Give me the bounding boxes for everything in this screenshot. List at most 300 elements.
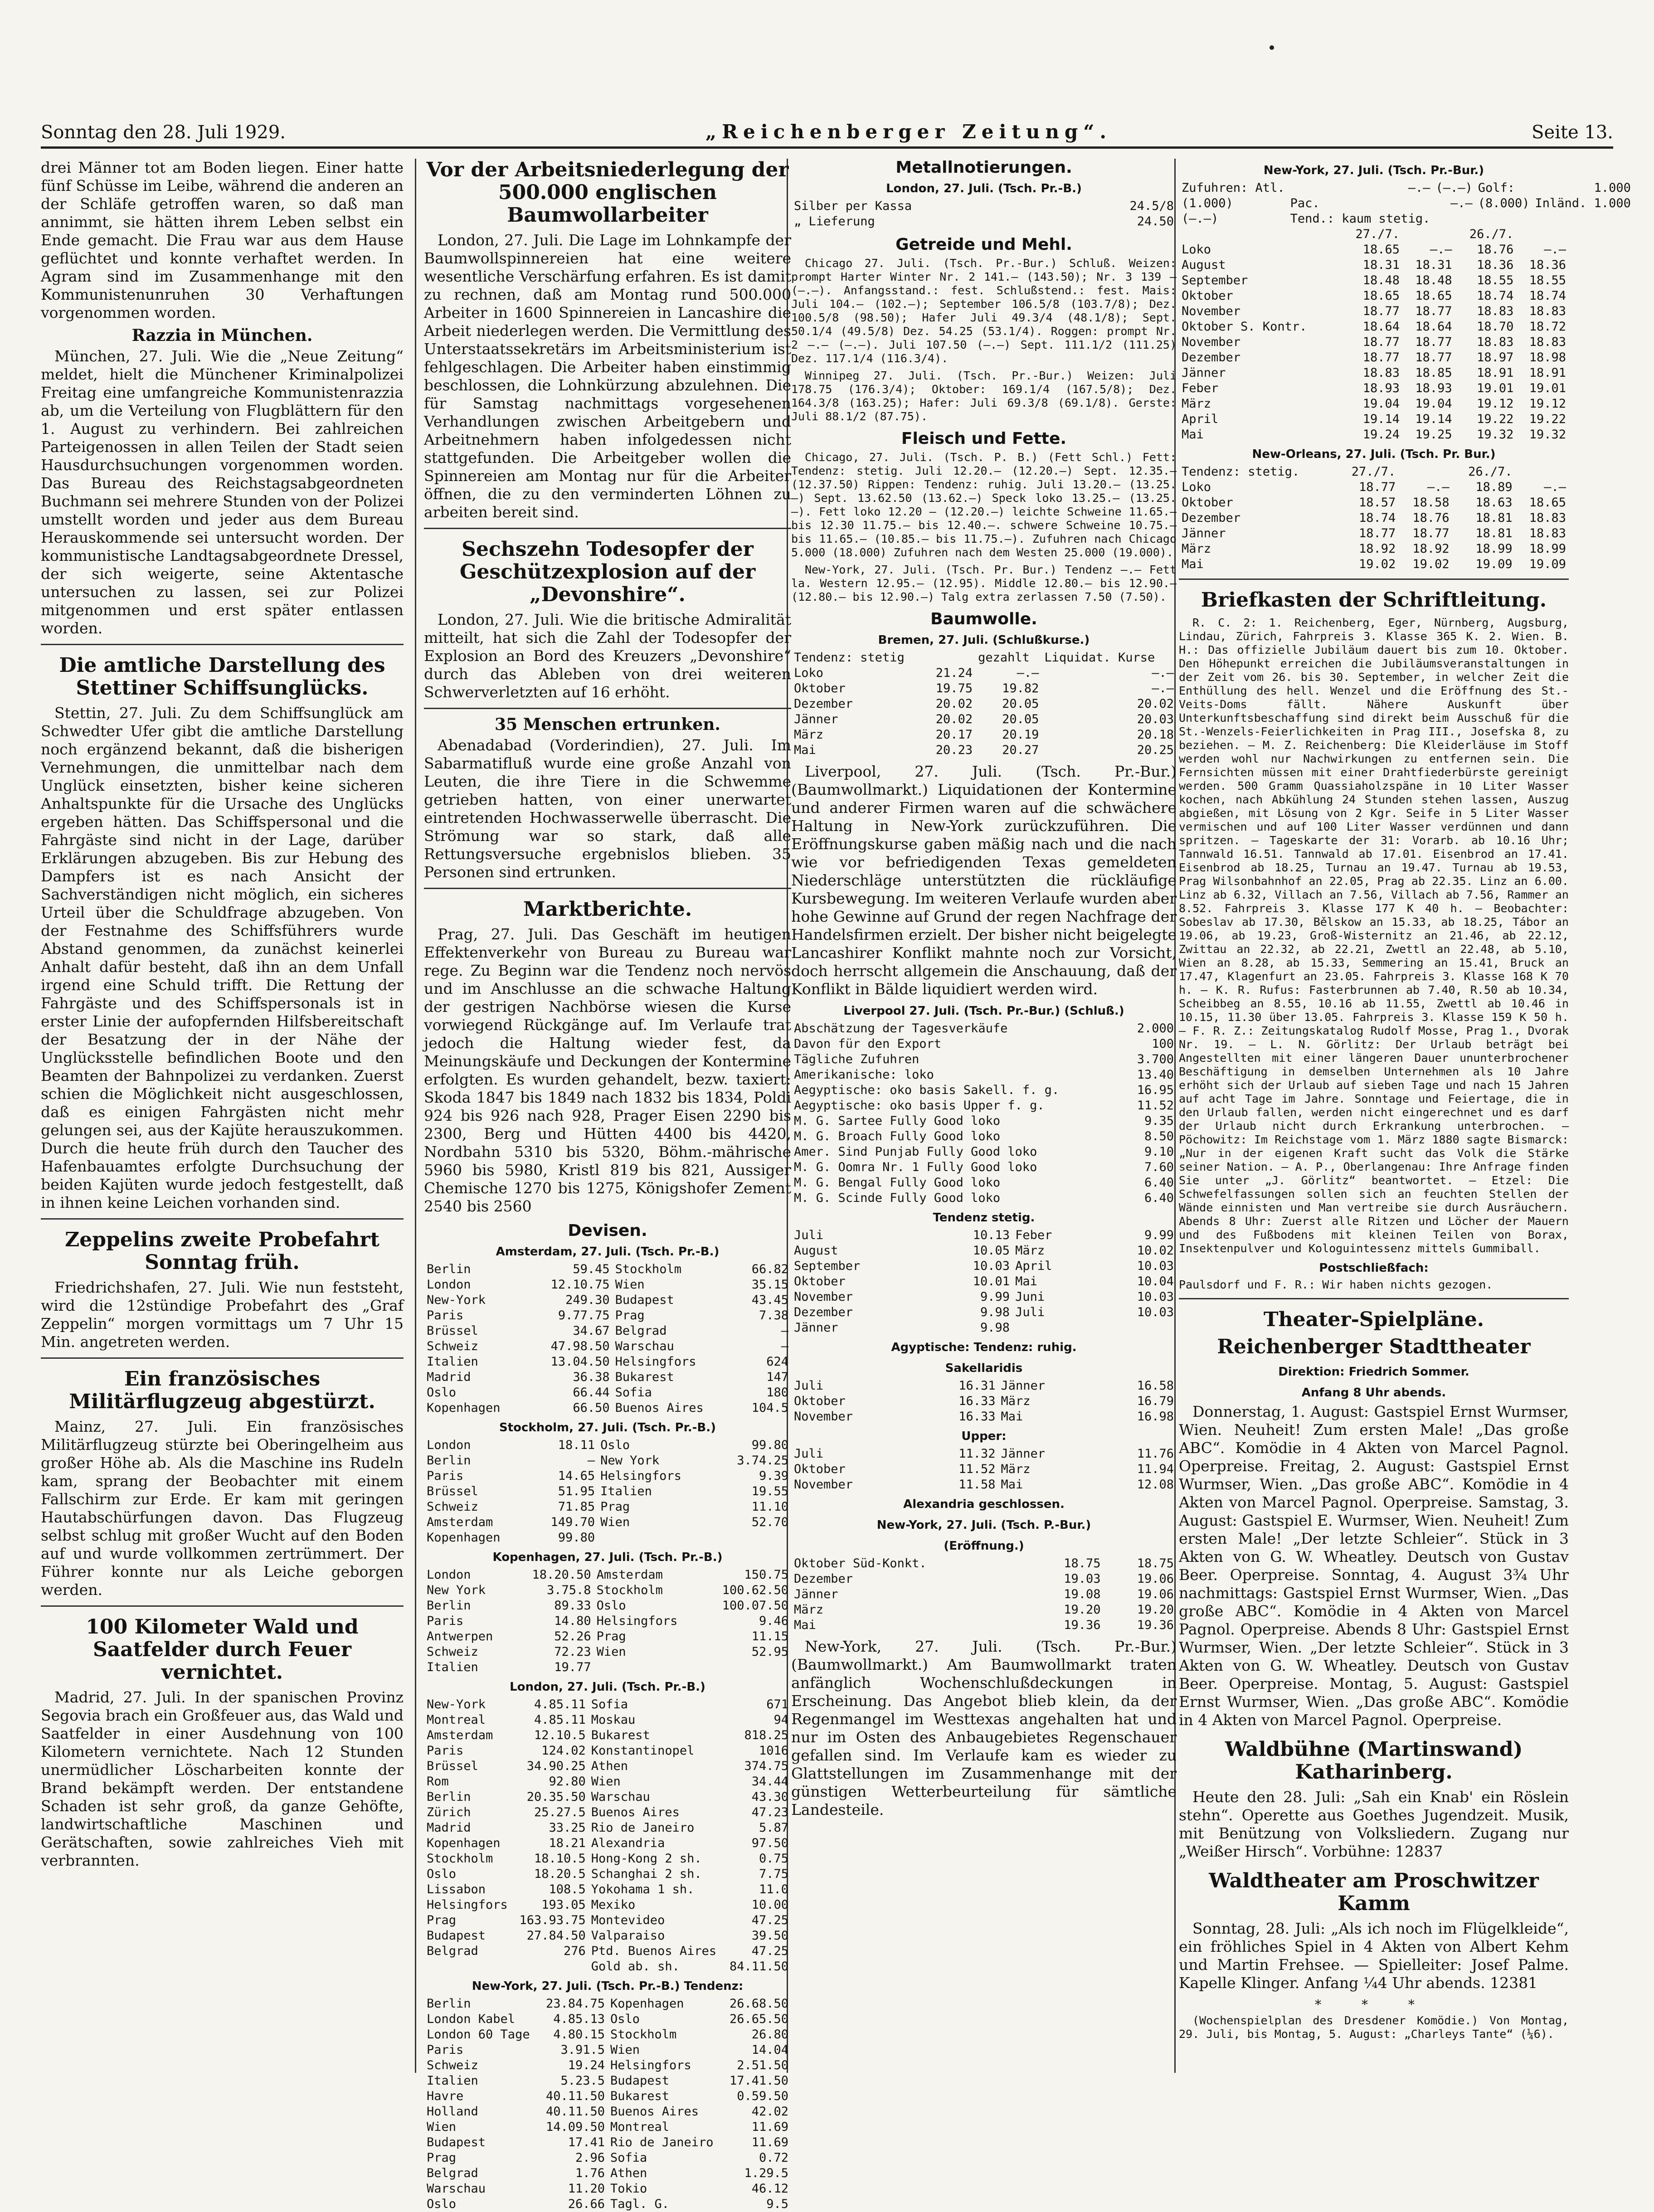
table-cell: Bukarest bbox=[615, 1370, 674, 1384]
table-row bbox=[424, 1339, 791, 1354]
table-cell: Kopenhagen bbox=[427, 1836, 501, 1850]
table-cell: 100 bbox=[1152, 1037, 1174, 1051]
table-cell: Madrid bbox=[427, 1821, 471, 1835]
table-cell: 9.99 bbox=[1144, 1228, 1174, 1242]
table-cell: 24.50 bbox=[1137, 214, 1174, 228]
table-cell: 6.40 bbox=[1144, 1176, 1174, 1190]
table-cell: 59.45 bbox=[573, 1262, 610, 1276]
table-cell: Jänner bbox=[794, 712, 838, 726]
table-cell: 18.65 bbox=[1362, 243, 1400, 257]
table-cell: 20.35.50 bbox=[526, 1790, 586, 1804]
table-cell: 2.000 bbox=[1137, 1021, 1174, 1036]
table-row bbox=[424, 1323, 791, 1339]
table-cell: 11.58 bbox=[958, 1478, 996, 1492]
table-cell: März bbox=[794, 1603, 824, 1617]
table-cell: 20.05 bbox=[1002, 697, 1039, 711]
table-cell: 9.99 bbox=[980, 1290, 1010, 1304]
table-cell: 47.23 bbox=[751, 1805, 788, 1819]
table-cell: Valparaiso bbox=[591, 1929, 665, 1943]
table-cell: 40.11.50 bbox=[545, 2105, 605, 2119]
table-cell: Moskau bbox=[591, 1713, 636, 1727]
table-cell: Feber bbox=[1015, 1228, 1052, 1242]
table-cell: 10.03 bbox=[1137, 1305, 1174, 1319]
table-cell bbox=[1402, 227, 1455, 242]
table-cell: 19.82 bbox=[1002, 681, 1039, 695]
table-cell: 14.04 bbox=[751, 2043, 788, 2057]
table-cell: Jänner bbox=[1182, 366, 1226, 380]
table-cell: 47.25 bbox=[751, 1944, 788, 1958]
table-cell: 19.12 bbox=[1529, 397, 1566, 411]
table-cell: 18.21 bbox=[549, 1836, 586, 1850]
table-cell: 13.04.50 bbox=[550, 1355, 610, 1369]
table-cell: 18.77 bbox=[1415, 350, 1452, 365]
table-cell: 10.04 bbox=[1137, 1274, 1174, 1288]
table-cell: 18.98 bbox=[1529, 350, 1566, 365]
table-cell: 6.40 bbox=[1144, 1191, 1174, 1205]
table-row bbox=[424, 1629, 791, 1644]
table-cell: 19.02 bbox=[1358, 557, 1396, 571]
table-cell: 100.62.50 bbox=[722, 1583, 788, 1597]
table-cell: 26./7. bbox=[1469, 227, 1514, 241]
table-cell: 7.38 bbox=[759, 1308, 788, 1322]
table-cell: Jänner bbox=[1182, 526, 1226, 540]
table-row bbox=[791, 712, 1177, 727]
table-row bbox=[791, 1243, 1177, 1259]
table-cell: Oslo bbox=[427, 1867, 457, 1881]
table-cell: Liquidat. Kurse bbox=[1044, 651, 1155, 665]
table-cell: 10.03 bbox=[973, 1259, 1010, 1273]
headline-baumwolle: Baumwolle. bbox=[930, 610, 1037, 628]
table-row bbox=[424, 1697, 791, 1712]
table-cell: 66.82 bbox=[751, 1262, 788, 1276]
table-row bbox=[1179, 365, 1569, 381]
table-cell: 13.40 bbox=[1137, 1068, 1174, 1082]
table-row bbox=[424, 1743, 791, 1759]
table-row bbox=[791, 1409, 1177, 1424]
table-cell: 18.91 bbox=[1529, 366, 1566, 380]
table-cell: Dezember bbox=[1182, 350, 1241, 365]
table-cell: 19.32 bbox=[1477, 428, 1514, 442]
table-cell: November bbox=[794, 1478, 853, 1492]
table-cell: 20.03 bbox=[1137, 712, 1174, 726]
table-row bbox=[424, 1851, 791, 1867]
table-cell: Prag bbox=[596, 1629, 626, 1643]
table-cell: Belgrad bbox=[427, 2166, 478, 2180]
table-cell: Tagl. G. bbox=[610, 2197, 670, 2211]
table-row bbox=[1179, 196, 1634, 211]
table-cell: Tendenz: stetig bbox=[794, 651, 905, 665]
table-cell bbox=[1532, 211, 1634, 227]
headline-baumwollarbeiter: Vor der Arbeitsniederlegung der 500.000 englischen Baumwollarbeiter bbox=[426, 158, 789, 227]
table-cell: Montreal bbox=[610, 2120, 670, 2134]
table-cell: 19.20 bbox=[1064, 1603, 1101, 1617]
table-cell: Juli bbox=[794, 1379, 824, 1393]
headline-ertrunken: 35 Menschen ertrunken. bbox=[495, 715, 720, 734]
divider bbox=[1179, 579, 1569, 580]
table-cell: Berlin bbox=[427, 1599, 471, 1613]
table-cell: 19.22 bbox=[1529, 412, 1566, 426]
table-cell: 19.14 bbox=[1362, 412, 1400, 426]
table-row bbox=[1179, 180, 1634, 196]
table-row bbox=[791, 1462, 1177, 1477]
article-paragraph: London, 27. Juli. Wie die britische Admiralität mitteilt, hat sich die Zahl der Todesopfer der Explosion an Bord des Kreuzers „Devonshire“ durch das Ableben von drei weiteren Schwerverletzten auf 16 erhöht. bbox=[424, 611, 791, 701]
table-cell: Helsingfors bbox=[610, 2058, 691, 2072]
table-cell: 3.74.25 bbox=[737, 1454, 788, 1468]
table-cell: M. G. Scinde Fully Good loko bbox=[794, 1191, 1001, 1205]
table-cell: Kopenhagen bbox=[427, 1401, 501, 1415]
table-cell: 16.31 bbox=[958, 1379, 996, 1393]
table-cell: Aegyptische: oko basis Upper f. g. bbox=[794, 1099, 1045, 1113]
table-cell: Rio de Janeiro bbox=[591, 1821, 695, 1835]
table-cell: Paris bbox=[427, 1744, 464, 1758]
table-cell: Oktober bbox=[1182, 496, 1233, 510]
table-cell: 10.02 bbox=[1137, 1244, 1174, 1258]
liverpool-table bbox=[791, 1021, 1177, 1206]
table-cell bbox=[1475, 211, 1532, 227]
table-cell: 18.10.5 bbox=[534, 1852, 586, 1866]
table-cell: 9.39 bbox=[759, 1469, 788, 1483]
table-cell: Mai bbox=[1015, 1274, 1037, 1288]
table-cell: 18.64 bbox=[1415, 320, 1452, 334]
table-row bbox=[1179, 541, 1569, 557]
table-cell: Oktober bbox=[794, 681, 846, 695]
table-cell: 10.01 bbox=[973, 1274, 1010, 1288]
table-cell: 1.000 bbox=[1594, 181, 1631, 195]
table-cell: Montreal bbox=[427, 1713, 486, 1727]
table-cell: 12.08 bbox=[1137, 1478, 1174, 1492]
table-cell: 18.75 bbox=[1064, 1556, 1101, 1570]
table-cell: Golf: bbox=[1478, 181, 1515, 195]
table-cell: 10.00 bbox=[751, 1898, 788, 1912]
table-cell: Budapest bbox=[427, 1929, 486, 1943]
table-cell: 18.97 bbox=[1477, 350, 1514, 365]
table-cell: 18.99 bbox=[1475, 542, 1513, 556]
devisen-block-title: Kopenhagen, 27. Juli. (Tsch. Pr.-B.) bbox=[492, 1551, 723, 1564]
table-cell: 9.5 bbox=[766, 2197, 788, 2211]
ny-baumwolle-title: New-York, 27. Juli. (Tsch. P.-Bur.) bbox=[876, 1518, 1091, 1532]
table-row bbox=[791, 1067, 1177, 1083]
table-cell: Berlin bbox=[427, 1997, 471, 2011]
table-cell: Tägliche Zufuhren bbox=[794, 1052, 919, 1066]
headline-metall: Metallnotierungen. bbox=[895, 158, 1072, 177]
page-header bbox=[41, 111, 1613, 149]
spielplan-proschwitz: Sonntag, 28. Juli: „Als ich noch im Flügelkleide“, ein fröhliches Spiel in 4 Akten von Albert Kehm und Martin Frehsee. — Spielleiter: Josef Palme. Kapelle Klinger. Anfang ¼4 Uhr abends. 12381 bbox=[1179, 1920, 1569, 1992]
table-cell: — bbox=[781, 1324, 788, 1338]
table-cell: 71.85 bbox=[558, 1500, 595, 1514]
table-cell: Gold ab. sh. bbox=[591, 1959, 680, 1974]
table-cell: Madrid bbox=[427, 1370, 471, 1384]
table-cell bbox=[1515, 464, 1569, 480]
table-cell: 18.77 bbox=[1362, 350, 1400, 365]
table-cell: 374.75 bbox=[744, 1759, 788, 1773]
table-cell: 19.01 bbox=[1477, 381, 1514, 395]
table-cell: Belgrad bbox=[615, 1324, 667, 1338]
headline-stettin: Die amtliche Darstellung des Stettiner Schiffsunglücks. bbox=[59, 654, 385, 700]
table-cell: 149.70 bbox=[550, 1515, 595, 1529]
bremen-table bbox=[791, 650, 1177, 758]
table-cell: 193.05 bbox=[541, 1898, 586, 1912]
table-cell: Italien bbox=[427, 2074, 478, 2088]
report-liverpool: Liverpool, 27. Juli. (Tsch. Pr.-Bur.) (Baumwollmarkt.) Liquidationen der Kontermine und anderer Firmen waren auf die schwächere Haltung in New-York zurückzuführen. Die Eröffnungskurse gaben mäßig nach und die nach wie vor befriedigenden Texas gemeldeten Niederschläge unterstützten die rückläufige Kursbewegung. Im weiteren Verlaufe wurden aber hohe Gewinne auf Grund der regen Nachfrage der Handelsfirmen erzielt. Der bisher nicht beigelegte Lancashirer Konflikt mahnte noch zur Vorsicht, doch herrscht allgemein die Anschauung, daß der Konflikt in Bälde liquidiert werden wird. bbox=[791, 763, 1177, 998]
table-row bbox=[424, 1836, 791, 1851]
header-page-number: Seite 13. bbox=[1532, 122, 1613, 143]
table-row bbox=[424, 2073, 791, 2089]
table-row bbox=[791, 1394, 1177, 1409]
table-row bbox=[791, 1021, 1177, 1036]
table-cell: 18.11 bbox=[558, 1438, 595, 1452]
table-cell: November bbox=[794, 1410, 853, 1424]
table-cell: —.— bbox=[1544, 243, 1566, 257]
table-row bbox=[791, 1144, 1177, 1160]
table-row bbox=[424, 1385, 791, 1400]
table-row bbox=[424, 1277, 791, 1293]
article-paragraph: Madrid, 27. Juli. In der spanischen Provinz Segovia brach ein Großfeuer aus, das Wald und Saatfelder in einer Ausdehnung von 100 Kilometern vernichtete. Nach 12 Stunden unermüdlicher Löscharbeiten konnte der Brand bekämpft werden. Der entstandene Schaden ist sehr groß, da ganze Gehöfte, landwirtschaftliche Maschinen und Gerätschaften, sowie zahlreiches Vieh mit verbrannten. bbox=[41, 1688, 404, 1869]
devisen-table bbox=[424, 1996, 791, 2212]
table-cell: Italien bbox=[427, 1660, 478, 1674]
devisen-block-title: Amsterdam, 27. Juli. (Tsch. Pr.-B.) bbox=[496, 1245, 720, 1259]
table-cell: 10.13 bbox=[973, 1228, 1010, 1242]
table-cell: Berlin bbox=[427, 1262, 471, 1276]
table-cell: 18.36 bbox=[1529, 258, 1566, 272]
table-row bbox=[424, 1583, 791, 1598]
table-cell: 43.45 bbox=[751, 1293, 788, 1307]
table-cell: 18.58 bbox=[1412, 496, 1450, 510]
table-cell: 20.02 bbox=[935, 712, 973, 726]
table-cell: 104.5 bbox=[751, 1401, 788, 1415]
table-cell: 19.04 bbox=[1415, 397, 1452, 411]
table-cell: London Kabel bbox=[427, 2012, 516, 2026]
table-row bbox=[424, 1530, 791, 1546]
upper-table bbox=[791, 1446, 1177, 1492]
table-cell: Dezember bbox=[794, 697, 853, 711]
table-row bbox=[424, 1484, 791, 1499]
table-cell: Tend.: kaum stetig. bbox=[1290, 212, 1430, 226]
table-cell: Schweiz bbox=[427, 2058, 478, 2072]
table-cell: Helsingfors bbox=[596, 1614, 678, 1628]
table-cell: 11.76 bbox=[1137, 1447, 1174, 1461]
table-cell: 19.09 bbox=[1475, 557, 1513, 571]
table-cell: Oslo bbox=[427, 2197, 457, 2211]
table-cell: Oslo bbox=[610, 2012, 640, 2026]
table-cell: 20.27 bbox=[1002, 743, 1039, 757]
table-cell: New-York bbox=[427, 1293, 486, 1307]
table-cell: 249.30 bbox=[565, 1293, 610, 1307]
table-cell: 2.51.50 bbox=[737, 2058, 788, 2072]
table-cell: 4.85.11 bbox=[534, 1697, 586, 1711]
article-paragraph: München, 27. Juli. Wie die „Neue Zeitung“ meldet, hielt die Münchener Kriminalpolizei Freitag eine umfangreiche Kommunistenrazzia ab, um die Verteilung von Flugblättern für den 1. August zu verhindern. Bei zahlreichen Parteigenossen in allen Teilen der Stadt seien Hausdurchsuchungen vorgenommen worden. Das Bureau des Reichstagsabgeordneten Buchmann sei mehrere Stunden von der Polizei umstellt worden und jeder aus dem Bureau Herauskommende sei untersucht worden. Der kommunistische Landtagsabgeordnete Dressel, der sich weigerte, seine Aktentasche untersuchen zu lassen, sei zur Polizei mitgenommen und erst später entlassen worden. bbox=[41, 347, 404, 637]
table-cell: Juli bbox=[794, 1228, 824, 1242]
table-cell: März bbox=[794, 728, 824, 742]
table-row bbox=[424, 1882, 791, 1897]
table-row bbox=[791, 727, 1177, 743]
table-cell: 11.52 bbox=[1137, 1099, 1174, 1113]
table-cell: Havre bbox=[427, 2089, 464, 2103]
table-cell: Lissabon bbox=[427, 1882, 486, 1896]
table-cell: London bbox=[427, 1438, 471, 1452]
table-cell: Wien bbox=[596, 1645, 626, 1659]
table-cell: Sofia bbox=[615, 1386, 652, 1400]
table-cell: 9.98 bbox=[980, 1321, 1010, 1335]
tendenz-label: Tendenz stetig. bbox=[933, 1211, 1035, 1225]
table-cell: 18.85 bbox=[1415, 366, 1452, 380]
table-cell: 25.27.5 bbox=[534, 1805, 586, 1819]
table-cell: 19.55 bbox=[751, 1484, 788, 1498]
table-row bbox=[791, 1113, 1177, 1129]
table-cell: 66.50 bbox=[573, 1401, 610, 1415]
termin-table bbox=[1179, 227, 1569, 442]
table-row bbox=[791, 1305, 1177, 1320]
table-row bbox=[424, 1789, 791, 1805]
new-orleans-table bbox=[1179, 464, 1569, 572]
table-cell: Mexiko bbox=[591, 1898, 636, 1912]
headline-feuer: 100 Kilometer Wald und Saatfelder durch Feuer vernichtet. bbox=[86, 1615, 359, 1684]
table-cell: 18.77 bbox=[1358, 526, 1396, 540]
table-cell: —.— bbox=[1450, 196, 1473, 210]
table-cell: Prag bbox=[615, 1308, 645, 1322]
table-cell: Athen bbox=[591, 1759, 628, 1773]
article-paragraph: London, 27. Juli. Die Lage im Lohnkampfe der Baumwollspinnereien hat eine weitere wesentliche Verschärfung erfahren. Es ist damit zu rechnen, daß am Montag rund 500.000 Arbeiter in 1600 Spinnereien in Lancashire die Arbeit niederlegen werden. Die Vermittlung des Unterstaatssekretärs im Arbeitsministerium ist fehlgeschlagen. Die Arbeiter haben einstimmig beschlossen, die Lohnkürzung abzulehnen. Die für Samstag nachmittags vorgesehenen Verhandlungen zwischen Arbeitgebern und Arbeitnehmern haben infolgedessen nicht stattgefunden. Die Arbeitgeber wollen die Spinnereien am Montag nur für die Arbeiter öffnen, die zu den verminderten Löhnen zu arbeiten bereit sind. bbox=[424, 231, 791, 521]
table-row bbox=[424, 1308, 791, 1323]
table-cell: Stockholm bbox=[427, 1852, 493, 1866]
table-cell: 18.55 bbox=[1529, 273, 1566, 287]
table-row bbox=[791, 1378, 1177, 1394]
table-row bbox=[1179, 510, 1569, 526]
table-cell: 18.77 bbox=[1415, 304, 1452, 318]
table-cell: März bbox=[1182, 542, 1211, 556]
table-row bbox=[424, 1944, 791, 1959]
table-cell: 94 bbox=[773, 1713, 788, 1727]
table-cell: 19.02 bbox=[1412, 557, 1450, 571]
postfach-text: Paulsdorf und F. R.: Wir haben nichts gezogen. bbox=[1179, 1278, 1493, 1291]
table-cell: 34.44 bbox=[751, 1774, 788, 1789]
table-cell: 66.44 bbox=[573, 1386, 610, 1400]
table-cell: 18.48 bbox=[1415, 273, 1452, 287]
table-cell: Schweiz bbox=[427, 1500, 478, 1514]
table-row bbox=[424, 1515, 791, 1530]
table-cell: Helsingfors bbox=[615, 1355, 696, 1369]
sakel-label: Sakellaridis bbox=[945, 1361, 1023, 1375]
table-row bbox=[424, 1660, 791, 1675]
table-cell bbox=[1179, 227, 1341, 242]
headline-devonshire: Sechszehn Todesopfer der Geschützexplosion auf der „Devonshire“. bbox=[459, 538, 756, 606]
table-row bbox=[424, 1262, 791, 1277]
table-cell: 11.32 bbox=[958, 1447, 996, 1461]
table-cell: Warschau bbox=[615, 1339, 674, 1353]
anfang: Anfang 8 Uhr abends. bbox=[1301, 1386, 1446, 1400]
table-cell: Dezember bbox=[794, 1572, 853, 1586]
table-cell: 26.65.50 bbox=[729, 2012, 788, 2026]
divider bbox=[41, 644, 404, 645]
report-winnipeg: Winnipeg 27. Juli. (Tsch. Pr.-Bur.) Weizen: Juli 178.75 (176.3/4); Oktober: 169.1/4 (167.5/8); Dez. 164.3/8 (163.25); Hafer: Juli 69.3/8 (69.1/8). Gerste: Juli 88.1/2 (87.75). bbox=[791, 369, 1177, 423]
table-row bbox=[791, 1191, 1177, 1206]
metall-title: London, 27. Juli. (Tsch. Pr.-B.) bbox=[886, 182, 1082, 195]
sakel-table bbox=[791, 1378, 1177, 1424]
table-cell: Wien bbox=[615, 1278, 645, 1292]
devisen-block-title: London, 27. Juli. (Tsch. Pr.-B.) bbox=[510, 1680, 705, 1694]
table-cell: Brüssel bbox=[427, 1484, 478, 1498]
table-cell: Antwerpen bbox=[427, 1629, 493, 1643]
table-row bbox=[791, 743, 1177, 758]
table-cell: Oktober S. Kontr. bbox=[1182, 320, 1307, 334]
table-cell: 10.05 bbox=[973, 1244, 1010, 1258]
table-cell: 18.76 bbox=[1477, 243, 1514, 257]
table-cell: 180 bbox=[766, 1386, 788, 1400]
table-row bbox=[1179, 350, 1569, 365]
table-cell: September bbox=[1182, 273, 1248, 287]
table-row bbox=[791, 1289, 1177, 1305]
table-cell: Prag bbox=[427, 1913, 457, 1927]
table-cell: Stockholm bbox=[610, 2027, 677, 2042]
table-cell: 92.80 bbox=[549, 1774, 586, 1789]
table-cell: 3.700 bbox=[1137, 1052, 1174, 1066]
table-row bbox=[424, 1774, 791, 1789]
table-row bbox=[791, 214, 1177, 229]
table-cell: 39.50 bbox=[751, 1929, 788, 1943]
table-cell: 20.19 bbox=[1002, 728, 1039, 742]
table-cell: 20.02 bbox=[1137, 697, 1174, 711]
table-cell: Belgrad bbox=[427, 1944, 478, 1958]
table-cell: 34.90.25 bbox=[526, 1759, 586, 1773]
table-row bbox=[1179, 464, 1569, 480]
table-cell: London bbox=[427, 1278, 471, 1292]
table-cell: 16.95 bbox=[1137, 1083, 1174, 1097]
table-cell: 18.89 bbox=[1475, 480, 1513, 494]
table-cell: Budapest bbox=[427, 2135, 486, 2149]
table-row bbox=[424, 1614, 791, 1629]
headline-stadttheater: Reichenberger Stadttheater bbox=[1217, 1335, 1531, 1358]
table-cell: 18.77 bbox=[1358, 480, 1396, 494]
header-masthead: „Reichenberger Zeitung“. bbox=[705, 121, 1112, 143]
table-row bbox=[424, 1728, 791, 1743]
table-cell: Ptd. Buenos Aires bbox=[591, 1944, 717, 1958]
divider bbox=[41, 1218, 404, 1220]
table-row bbox=[424, 2104, 791, 2120]
table-row bbox=[791, 1571, 1177, 1587]
table-cell: 18.77 bbox=[1415, 335, 1452, 349]
table-row bbox=[1179, 335, 1569, 350]
table-cell: 4.80.15 bbox=[553, 2027, 605, 2042]
table-row bbox=[1179, 288, 1569, 304]
table-cell: Schanghai 2 sh. bbox=[591, 1867, 702, 1881]
table-cell: 47.98.50 bbox=[550, 1339, 610, 1353]
table-cell: 19.24 bbox=[1362, 428, 1400, 442]
table-cell: (—.—) bbox=[1435, 181, 1473, 195]
divider bbox=[424, 888, 791, 889]
table-cell: 3.91.5 bbox=[560, 2043, 605, 2057]
table-cell: Mai bbox=[794, 1618, 816, 1632]
column-1 bbox=[41, 159, 404, 2073]
table-cell: 18.83 bbox=[1529, 335, 1566, 349]
article-paragraph: Friedrichshafen, 27. Juli. Wie nun feststeht, wird die 12stündige Probefahrt des „Graf Zeppelin“ morgen vormittags um 7 Uhr 15 Min. angetreten werden. bbox=[41, 1279, 404, 1351]
table-cell: 18.70 bbox=[1477, 320, 1514, 334]
table-row bbox=[791, 681, 1177, 696]
table-cell: (1.000) bbox=[1182, 196, 1233, 210]
table-row bbox=[1179, 242, 1569, 258]
ny-baumwolle-sub: (Eröffnung.) bbox=[944, 1539, 1024, 1553]
table-cell: Budapest bbox=[615, 1293, 674, 1307]
article-paragraph: Stettin, 27. Juli. Zu dem Schiffsunglück am Schwedter Ufer gibt die amtliche Darstellung noch ergänzend bekannt, daß die bisherigen Vernehmungen, die unmittelbar nach dem Unglück einsetzten, bisher keine sicheren Anhaltspunkte für die Ursache des Unglücks ergeben hätten. Das Schiffspersonal und die Fahrgäste sind nicht in der Lage, darüber Erklärungen abzugeben. Bis zur Hebung des Dampfers ist es nach Ansicht der Sachverständigen nicht möglich, ein sicheres Urteil über die Schuldfrage abzugeben. Von der Festnahme des Schiffsführers wurde Abstand genommen, da zunächst keinerlei Anhalt dafür besteht, daß ihn an dem Unfall irgend eine Schuld trifft. Die Rettung der Fahrgäste und des Schiffspersonals ist in erster Linie der aufopfernden Hilfsbereitschaft der Besatzung der in der Nähe der Unglücksstelle befindlichen Boote und den Beamten der Bahnpolizei zu verdanken. Zuerst schien die Möglichkeit nicht ausgeschlossen, daß es einigen Fahrgästen nicht mehr gelungen sei, aus der Kajüte herauszukommen. Durch die heute früh durch den Taucher des Hafenbauamtes erfolgte Durchsuchung der beiden Kajüten wurde jedoch festgestellt, daß in ihnen keine Leichen vorhanden sind. bbox=[41, 704, 404, 1211]
table-cell: 19.32 bbox=[1529, 428, 1566, 442]
table-cell: 9.10 bbox=[1144, 1145, 1174, 1159]
table-cell: Mai bbox=[1001, 1410, 1023, 1424]
table-cell: 52.70 bbox=[751, 1515, 788, 1529]
headline-marktberichte: Marktberichte. bbox=[523, 898, 692, 921]
table-cell: 4.85.11 bbox=[534, 1713, 586, 1727]
table-cell: 19.22 bbox=[1477, 412, 1514, 426]
table-cell: 11.0 bbox=[759, 1882, 788, 1896]
table-cell: 16.79 bbox=[1137, 1394, 1174, 1408]
table-cell: Oktober bbox=[794, 1394, 846, 1408]
